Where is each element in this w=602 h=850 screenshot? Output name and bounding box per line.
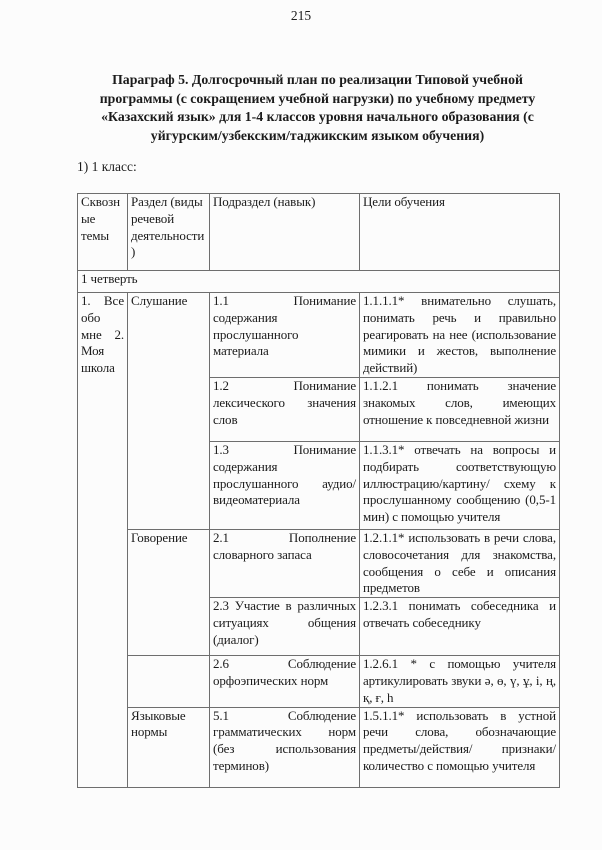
table-row bbox=[78, 656, 560, 707]
quarter-row bbox=[78, 271, 560, 293]
table-row bbox=[78, 293, 560, 378]
class-list-label: 1) 1 класс: bbox=[77, 159, 137, 174]
cell-subsection-2-3: 2.3 Участие в различных ситуациях общения (диалог) bbox=[210, 598, 360, 656]
table-row bbox=[78, 529, 560, 597]
cell-subsection-1-2: 1.2 Понимание лексического значения слов bbox=[210, 377, 360, 441]
cell-section-empty bbox=[128, 656, 210, 707]
cell-subsection-2-6: 2.6 Соблюдение орфоэпических норм bbox=[210, 656, 360, 707]
cell-goal-1-2-1-1: 1.2.1.1* использовать в речи слова, словосочетания для знакомства, сообщения о себе и описания предметов bbox=[360, 529, 560, 597]
cell-goal-1-1-2-1: 1.1.2.1 понимать значение знакомых слов, имеющих отношение к повседневной жизни bbox=[360, 377, 560, 441]
cell-goal-1-1-1-1: 1.1.1.1* внимательно слушать, понимать речь и правильно реагировать на нее (использование мимики и жестов, выполнение действий) bbox=[360, 293, 560, 378]
col-header-themes: Сквозные темы bbox=[78, 194, 128, 271]
table-header-row bbox=[78, 194, 560, 271]
cell-goal-1-2-6-1: 1.2.6.1 * с помощью учителя артикулировать звуки ә, ө, ү, ұ, і, ң, қ, ғ, h bbox=[360, 656, 560, 707]
cell-section-language-norms: Языковые нормы bbox=[128, 707, 210, 787]
cell-section-listening: Слушание bbox=[128, 293, 210, 530]
cell-subsection-2-1: 2.1 Пополнение словарного запаса bbox=[210, 529, 360, 597]
cell-section-speaking: Говорение bbox=[128, 529, 210, 655]
cell-subsection-5-1: 5.1 Соблюдение грамматических норм (без использования терминов) bbox=[210, 707, 360, 787]
col-header-subsection: Подраздел (навык) bbox=[210, 194, 360, 271]
cell-goal-1-5-1-1: 1.5.1.1* использовать в устной речи слова, обозначающие предметы/действия/ признаки/количество с помощью учителя bbox=[360, 707, 560, 787]
cell-subsection-1-3: 1.3 Понимание содержания прослушанного аудио/видеоматериала bbox=[210, 441, 360, 529]
cell-cross-themes: 1. Все обо мне 2. Моя школа bbox=[78, 293, 128, 788]
col-header-section: Раздел (виды речевой деятельности) bbox=[128, 194, 210, 271]
page-number: 215 bbox=[290, 8, 312, 23]
cell-goal-1-2-3-1: 1.2.3.1 понимать собеседника и отвечать собеседнику bbox=[360, 598, 560, 656]
quarter-label: 1 четверть bbox=[78, 271, 560, 293]
col-header-goals: Цели обучения bbox=[360, 194, 560, 271]
table-row bbox=[78, 707, 560, 787]
cell-subsection-1-1: 1.1 Понимание содержания прослушанного материала bbox=[210, 293, 360, 378]
cell-goal-1-1-3-1: 1.1.3.1* отвечать на вопросы и подбирать соответствующую иллюстрацию/картину/ схему к прослушанному сообщению (0,5-1 мин) с помощью учителя bbox=[360, 441, 560, 529]
document-title: Параграф 5. Долгосрочный план по реализации Типовой учебной программы (с сокращением учебной нагрузки) по учебному предмету «Казахский язык» для 1-4 классов уровня начального образования (с уйгурским/узбекским/таджикским языком обучения) bbox=[99, 72, 536, 143]
curriculum-table bbox=[77, 193, 560, 788]
